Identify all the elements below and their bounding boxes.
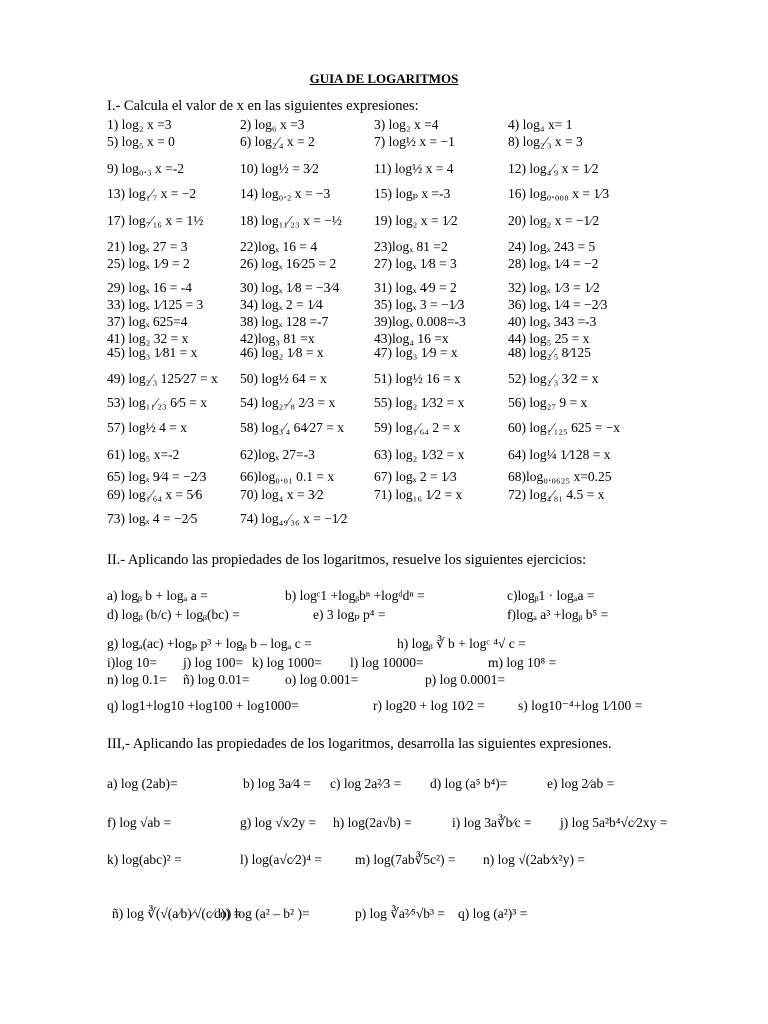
exercise-item: 5) log₅ x = 0 [107,134,175,149]
exercise-item: 48) log₂⁄₅ 8⁄125 [508,345,591,360]
exercise-item: 2) log₆ x =3 [240,117,305,132]
exercise-item: 7) log½ x = −1 [374,134,455,149]
exercise-item: 6) log₂⁄₄ x = 2 [240,134,315,149]
exercise-item: l) log 10000= [350,655,424,670]
exercise-item: e) 3 logₚ p⁴ = [313,607,386,622]
exercise-item: 35) logₓ 3 = −1⁄3 [374,297,465,312]
exercise-item: 21) logₓ 27 = 3 [107,239,188,254]
exercise-item: 33) logₓ 1⁄125 = 3 [107,297,204,312]
exercise-row [107,161,667,179]
exercise-item: 69) log₁⁄₆₄ x = 5⁄6 [107,487,203,502]
exercise-row [107,487,667,505]
exercise-item: 28) logₓ 1⁄4 = −2 [508,256,599,271]
exercise-item: o) log 0.001= [285,672,359,687]
exercise-item: 74) log₄₉⁄₃₆ x = −1⁄2 [240,511,348,526]
exercise-item: 70) log₄ x = 3⁄2 [240,487,324,502]
exercise-item: i)log 10= [107,655,157,670]
exercise-item: ñ) log 0.01= [183,672,250,687]
exercise-item: 54) log₂₇⁄₈ 2⁄3 = x [240,395,336,410]
exercise-item: a) logᵦ b + logₐ a = [107,588,208,603]
exercise-item: 59) log₁⁄₆₄ 2 = x [374,420,461,435]
exercise-item: d) logᵦ (b/c) + logᵦ(bc) = [107,607,240,622]
exercise-item: 30) logₓ 1⁄8 = −3⁄4 [240,280,340,295]
exercise-item: b) log 3a⁄4 = [243,776,311,791]
section2-heading: II.- Aplicando las propiedades de los logaritmos, resuelve los siguientes ejercicios: [107,552,587,568]
section1-heading: I.- Calcula el valor de x en las siguientes expresiones: [107,98,419,114]
exercise-item: j) log 5a²b⁴√c⁄2xy = [560,815,668,830]
exercise-item: 60) log₁⁄₁₂₅ 625 = −x [508,420,621,435]
exercise-row [107,371,667,389]
exercise-item: 25) logₓ 1⁄9 = 2 [107,256,190,271]
section3-heading: III,- Aplicando las propiedades de los logaritmos, desarrolla las siguientes expresiones. [107,736,612,752]
exercise-item: 67) logₓ 2 = 1⁄3 [374,469,457,484]
exercise-item: 18) log₁₁⁄₂₃ x = −½ [240,213,342,228]
page-title: GUIA DE LOGARITMOS [309,71,459,86]
exercise-row [107,395,667,413]
exercise-item: 38) logₓ 128 =-7 [240,314,329,329]
exercise-item: g) log √x⁄2y = [240,815,317,830]
exercise-item: 68)log₀.₀₆₂₅ x=0.25 [508,469,612,484]
exercise-item: 53) log₁₁⁄₂₃ 6⁄5 = x [107,395,207,410]
exercise-item: k) log 1000= [252,655,322,670]
exercise-item: n) log 0.1= [107,672,167,687]
exercise-item: 17) log₇⁄₁₆ x = 1½ [107,213,204,228]
exercise-item: 42)log₃ 81 =x [240,331,315,346]
exercise-item: h) logᵦ ∛ b + logᶜ ⁴√ c = [397,636,526,651]
exercise-item: 11) log½ x = 4 [374,161,454,176]
exercise-item: q) log1+log10 +log100 + log1000= [107,698,299,713]
exercise-item: 8) log₂⁄₃ x = 3 [508,134,583,149]
exercise-item: ñ) log ∛(√(a⁄b)⁄√(c⁄d)) = [112,906,241,921]
exercise-item: 36) logₓ 1⁄4 = −2⁄3 [508,297,608,312]
exercise-item: 1) log₂ x =3 [107,117,172,132]
exercise-item: 27) logₓ 1⁄8 = 3 [374,256,457,271]
exercise-row [107,420,667,438]
exercise-item: s) log10⁻⁴+log 1⁄100 = [518,698,643,713]
exercise-row [107,256,667,274]
exercise-item: 46) log₂ 1⁄8 = x [240,345,324,360]
exercise-item: r) log20 + log 10⁄2 = [373,698,485,713]
exercise-item: 19) log₂ x = 1⁄2 [374,213,458,228]
exercise-item: 24) logₓ 243 = 5 [508,239,596,254]
exercise-item: p) log 0.0001= [425,672,505,687]
exercise-row [107,213,667,231]
exercise-item: 71) log₁₆ 1⁄2 = x [374,487,463,502]
exercise-row [107,447,667,465]
exercise-item: f) log √ab = [107,815,172,830]
exercise-item: g) logₐ(ac) +logₚ p³ + logᵦ b – logₐ c = [107,636,312,651]
exercise-item: 50) log½ 64 = x [240,371,327,386]
exercise-item: 20) log₂ x = −1⁄2 [508,213,600,228]
exercise-item: p) log ∛a²⁄⁵√b³ = [355,906,446,921]
exercise-row [107,280,667,298]
exercise-item: h) log(2a√b) = [333,815,412,830]
exercise-item: 26) logₓ 16⁄25 = 2 [240,256,337,271]
exercise-item: 57) log½ 4 = x [107,420,187,435]
exercise-row [107,239,667,257]
exercise-item: 64) log¼ 1⁄128 = x [508,447,611,462]
exercise-item: l) log(a√c⁄2)⁴ = [240,852,322,867]
exercise-item: 29) logₓ 16 = -4 [107,280,193,295]
exercise-item: 22)logₓ 16 = 4 [240,239,318,254]
exercise-item: 15) logₚ x =-3 [374,186,451,201]
exercise-item: a) log (2ab)= [107,776,178,791]
exercise-item: d) log (a⁵ b⁴)= [430,776,508,791]
exercise-item: 4) log₄ x= 1 [508,117,573,132]
exercise-item: j) log 100= [183,655,244,670]
exercise-item: k) log(abc)² = [107,852,182,867]
exercise-item: 31) logₓ 4⁄9 = 2 [374,280,457,295]
exercise-item: 62)logₓ 27=-3 [240,447,315,462]
exercise-item: i) log 3a∛b⁄c = [452,815,532,830]
exercise-row [107,511,667,529]
exercise-item: 65) logₓ 9⁄4 = −2⁄3 [107,469,207,484]
exercise-item: 39)logₓ 0.008=-3 [374,314,466,329]
exercise-row [107,469,667,487]
exercise-item: 49) log₂⁄₃ 125⁄27 = x [107,371,218,386]
exercise-item: 32) logₓ 1⁄3 = 1⁄2 [508,280,600,295]
exercise-item: 16) log₀.₀₀₈ x = 1⁄3 [508,186,610,201]
exercise-item: 12) log₄⁄₉ x = 1⁄2 [508,161,599,176]
exercise-row [107,186,667,204]
exercise-item: o) log (a² – b² )= [220,906,310,921]
exercise-item: 51) log½ 16 = x [374,371,461,386]
exercise-row [107,297,667,315]
exercise-item: 47) log₃ 1⁄9 = x [374,345,458,360]
exercise-item: f)logₐ a³ +logᵦ b⁵ = [507,607,609,622]
exercise-item: 9) log₀.₃ x =-2 [107,161,185,176]
exercise-item: 63) log₂ 1⁄32 = x [374,447,465,462]
exercise-item: 14) log₀.₂ x = −3 [240,186,331,201]
exercise-item: 72) log₄⁄₈₁ 4.5 = x [508,487,605,502]
exercise-item: 52) log₂⁄₃ 3⁄2 = x [508,371,599,386]
exercise-item: 40) logₓ 343 =-3 [508,314,597,329]
exercise-item: 43)log₄ 16 =x [374,331,449,346]
exercise-item: 61) log₅ x=-2 [107,447,180,462]
exercise-item: 23)logₓ 81 =2 [374,239,448,254]
exercise-item: 37) logₓ 625=4 [107,314,188,329]
exercise-item: 3) log₂ x =4 [374,117,439,132]
exercise-item: m) log(7ab∛5c²) = [355,852,456,867]
exercise-item: 58) log₃⁄₄ 64⁄27 = x [240,420,345,435]
exercise-row [107,117,667,135]
exercise-row [107,134,667,152]
exercise-item: 34) logₓ 2 = 1⁄4 [240,297,323,312]
exercise-item: 13) log₁⁄₇ x = −2 [107,186,197,201]
exercise-item: b) logᶜ1 +logᵦbⁿ +logᵈdⁿ = [285,588,425,603]
exercise-item: 55) log₂ 1⁄32 = x [374,395,465,410]
exercise-item: n) log √(2ab⁄x²y) = [483,852,585,867]
exercise-item: c) log 2a²⁄3 = [330,776,402,791]
exercise-item: 56) log₂₇ 9 = x [508,395,588,410]
exercise-item: 66)log₀.₀₁ 0.1 = x [240,469,335,484]
exercise-row [107,314,667,332]
exercise-item: c)logᵦ1 · logₐa = [507,588,595,603]
exercise-item: 45) log₃ 1⁄81 = x [107,345,198,360]
exercise-item: 44) log₅ 25 = x [508,331,590,346]
exercise-item: m) log 10⁸ = [488,655,557,670]
exercise-item: 41) log₂ 32 = x [107,331,189,346]
exercise-item: e) log 2⁄ab = [547,776,615,791]
exercise-item: 10) log½ = 3⁄2 [240,161,319,176]
exercise-item: q) log (a²)³ = [458,906,528,921]
exercise-item: 73) logₓ 4 = −2⁄5 [107,511,198,526]
exercise-row [107,345,667,363]
